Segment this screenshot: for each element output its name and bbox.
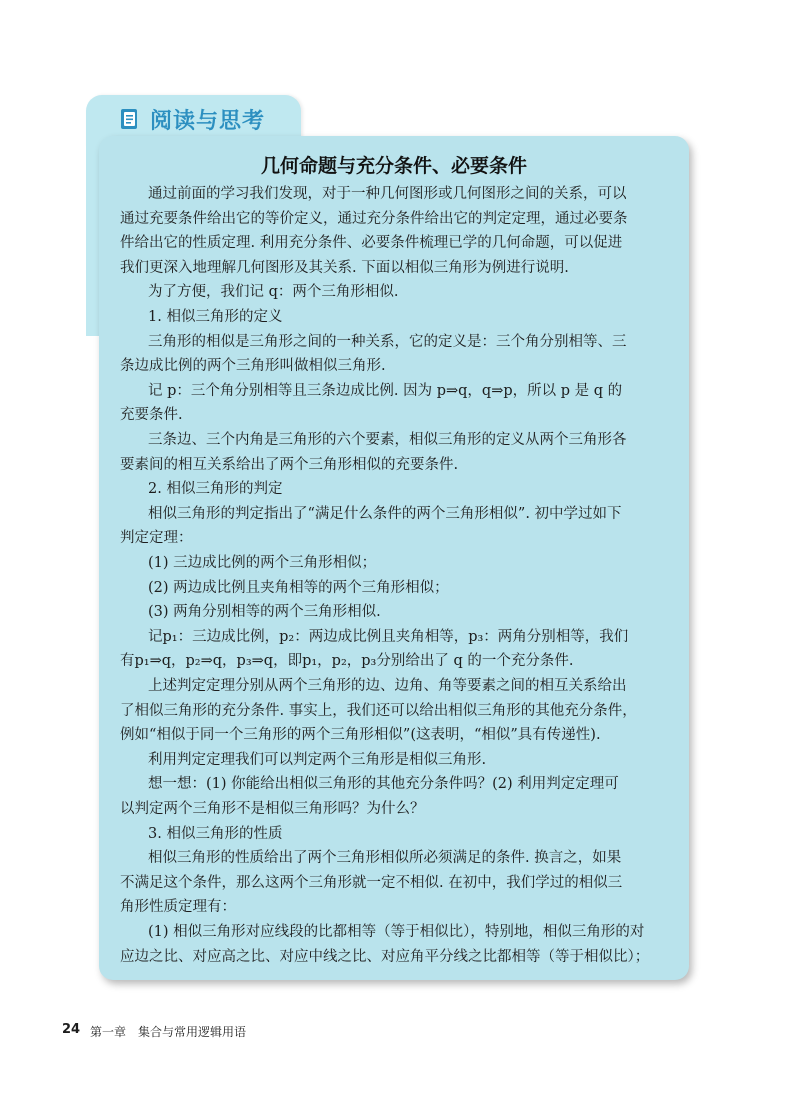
list-item: (3) 两角分别相等的两个三角形相似. (148, 604, 381, 621)
list-item: (2) 两边成比例且夹角相等的两个三角形相似； (148, 579, 449, 596)
book-icon (118, 107, 142, 131)
paragraph-line: 应边之比、对应高之比、对应中线之比、对应角平分线之比都相等（等于相似比）； (120, 948, 650, 965)
list-item: (1) 三边成比例的两个三角形相似； (148, 555, 377, 571)
paragraph-line: 条边成比例的两个三角形叫做相似三角形. (120, 358, 386, 375)
paragraph-line: 利用判定定理我们可以判定两个三角形是相似三角形. (148, 751, 487, 768)
paragraph-line: 通过前面的学习我们发现，对于一种几何图形或几何图形之间的关系，可以 (148, 186, 627, 202)
paragraph-line: 记 p：三个角分别相等且三条边成比例. 因为 p⇒q，q⇒p，所以 p 是 q 的 (148, 382, 623, 399)
paragraph-line: 要素间的相互关系给出了两个三角形相似的充要条件. (120, 456, 459, 473)
paragraph-line: 上述判定定理分别从两个三角形的边、边角、角等要素之间的相互关系给出 (148, 678, 627, 694)
paragraph-line: 我们更深入地理解几何图形及其关系. 下面以相似三角形为例进行说明. (120, 259, 569, 276)
paragraph-line: 通过充要条件给出它的等价定义，通过充分条件给出它的判定定理，通过必要条 (120, 210, 628, 227)
paragraph-line: 充要条件. (120, 407, 183, 424)
section-heading: 1. 相似三角形的定义 (148, 309, 283, 325)
page-number: 24 (62, 1022, 81, 1037)
paragraph-line: 了相似三角形的充分条件. 事实上，我们还可以给出相似三角形的其他充分条件， (120, 702, 637, 719)
paragraph-line: 想一想：(1) 你能给出相似三角形的其他充分条件吗？(2) 利用判定定理可 (148, 776, 619, 793)
paragraph-line: 为了方便，我们记 q：两个三角形相似. (148, 284, 399, 301)
paragraph-line: (1) 相似三角形对应线段的比都相等（等于相似比），特别地，相似三角形的对 (148, 924, 645, 940)
paragraph-line: 不满足这个条件，那么这两个三角形就一定不相似. 在初中，我们学过的相似三 (120, 874, 623, 891)
section-heading: 3. 相似三角形的性质 (148, 825, 283, 842)
paragraph-line: 例如“相似于同一个三角形的两个三角形相似”(这表明，“相似”具有传递性). (120, 727, 601, 744)
section-heading: 2. 相似三角形的判定 (148, 481, 283, 498)
paragraph-line: 件给出它的性质定理. 利用充分条件、必要条件梳理已学的几何命题，可以促进 (120, 235, 623, 252)
article-title: 几何命题与充分条件、必要条件 (260, 155, 527, 177)
paragraph-line: 三条边、三个内角是三角形的六个要素，相似三角形的定义从两个三角形各 (148, 432, 627, 448)
paragraph-line: 以判定两个三角形不是相似三角形吗？为什么？ (120, 801, 425, 817)
paragraph-line: 记p₁：三边成比例，p₂：两边成比例且夹角相等，p₃：两角分别相等，我们 (148, 628, 629, 645)
paragraph-line: 相似三角形的判定指出了“满足什么条件的两个三角形相似”. 初中学过如下 (148, 505, 622, 522)
paragraph-line: 判定定理： (120, 530, 193, 547)
paragraph-line: 角形性质定理有： (120, 899, 236, 916)
paragraph-line: 三角形的相似是三角形之间的一种关系，它的定义是：三个角分别相等、三 (148, 333, 627, 350)
paragraph-line: 有p₁⇒q，p₂⇒q，p₃⇒q，即p₁，p₂，p₃分别给出了 q 的一个充分条件. (120, 653, 574, 670)
paragraph-line: 相似三角形的性质给出了两个三角形相似所必须满足的条件. 换言之，如果 (148, 850, 622, 867)
section-label: 阅读与思考 (150, 109, 266, 134)
chapter-title: 第一章 集合与常用逻辑用语 (90, 1025, 247, 1039)
